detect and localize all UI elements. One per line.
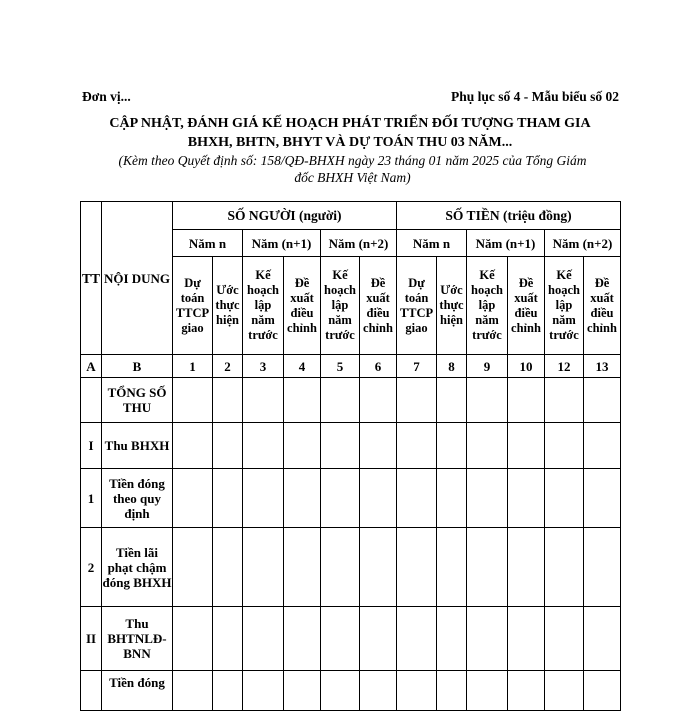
- row-tt: 1: [81, 469, 102, 528]
- document-title: [60, 114, 640, 152]
- people-year-n2: Năm (n+2): [321, 230, 397, 257]
- money-col-adjust-n1: Đề xuất điều chỉnh: [508, 257, 545, 355]
- money-year-n1: Năm (n+1): [467, 230, 545, 257]
- money-col-plan-n1: Kế hoạch lập năm trước: [467, 257, 508, 355]
- title-line-1: CẬP NHẬT, ĐÁNH GIÁ KẾ HOẠCH PHÁT TRIỂN ĐỐI TƯỢNG THAM GIA: [109, 116, 591, 131]
- money-year-n2: Năm (n+2): [545, 230, 621, 257]
- people-col-plan-n1: Kế hoạch lập năm trước: [243, 257, 284, 355]
- group-people-header: SỐ NGƯỜI (người): [173, 202, 397, 230]
- index-cell: 2: [213, 355, 243, 378]
- row-tt: [81, 378, 102, 423]
- document-header: [82, 89, 619, 105]
- row-name: Thu BHTNLĐ-BNN: [102, 607, 173, 671]
- money-col-adjust-n2: Đề xuất điều chỉnh: [584, 257, 621, 355]
- index-cell: 1: [173, 355, 213, 378]
- index-cell: 5: [321, 355, 360, 378]
- title-line-2: BHXH, BHTN, BHYT VÀ DỰ TOÁN THU 03 NĂM...: [187, 135, 513, 150]
- row-tt: II: [81, 607, 102, 671]
- people-col-adjust-n1: Đề xuất điều chỉnh: [284, 257, 321, 355]
- index-cell: 4: [284, 355, 321, 378]
- row-name: Tiền đóng theo quy định: [102, 469, 173, 528]
- appendix-label: Phụ lục số 4 - Mẫu biểu số 02: [450, 89, 619, 104]
- table-row: [81, 378, 621, 423]
- people-col-budget: Dự toán TTCP giao: [173, 257, 213, 355]
- people-year-n1: Năm (n+1): [243, 230, 321, 257]
- index-cell: 13: [584, 355, 621, 378]
- group-money-header: SỐ TIỀN (triệu đồng): [397, 202, 621, 230]
- table-row: [81, 469, 621, 528]
- index-cell: 3: [243, 355, 284, 378]
- row-name: TỔNG SỐ THU: [102, 378, 173, 423]
- index-cell: 9: [467, 355, 508, 378]
- people-col-adjust-n2: Đề xuất điều chỉnh: [360, 257, 397, 355]
- subtitle-line-2: đốc BHXH Việt Nam): [294, 170, 411, 185]
- row-tt: I: [81, 423, 102, 469]
- table-row: [81, 423, 621, 469]
- money-year-n: Năm n: [397, 230, 467, 257]
- revenue-plan-table: [80, 201, 621, 711]
- money-col-budget: Dự toán TTCP giao: [397, 257, 437, 355]
- subtitle-line-1: (Kèm theo Quyết định số: 158/QĐ-BHXH ngày 23 tháng 01 năm 2025 của Tổng Giám: [118, 153, 587, 168]
- unit-label: Đơn vị...: [82, 89, 131, 104]
- money-col-plan-n2: Kế hoạch lập năm trước: [545, 257, 584, 355]
- index-cell: 10: [508, 355, 545, 378]
- header-row-groups: [81, 202, 621, 230]
- people-year-n: Năm n: [173, 230, 243, 257]
- people-col-plan-n2: Kế hoạch lập năm trước: [321, 257, 360, 355]
- col-tt-header: TT: [81, 202, 102, 355]
- index-row: [81, 355, 621, 378]
- money-col-estimate: Ước thực hiện: [437, 257, 467, 355]
- table-row: [81, 528, 621, 607]
- row-name: Tiền lãi phạt chậm đóng BHXH: [102, 528, 173, 607]
- people-col-estimate: Ước thực hiện: [213, 257, 243, 355]
- row-tt: [81, 671, 102, 711]
- col-content-header: NỘI DUNG: [102, 202, 173, 355]
- index-cell: 6: [360, 355, 397, 378]
- document-subtitle: [80, 152, 625, 186]
- table-row: [81, 671, 621, 711]
- index-cell: 8: [437, 355, 467, 378]
- row-name: Thu BHXH: [102, 423, 173, 469]
- table-row: [81, 607, 621, 671]
- index-cell: A: [81, 355, 102, 378]
- row-tt: 2: [81, 528, 102, 607]
- index-cell: 12: [545, 355, 584, 378]
- index-cell: 7: [397, 355, 437, 378]
- row-name: Tiền đóng: [102, 671, 173, 711]
- index-cell: B: [102, 355, 173, 378]
